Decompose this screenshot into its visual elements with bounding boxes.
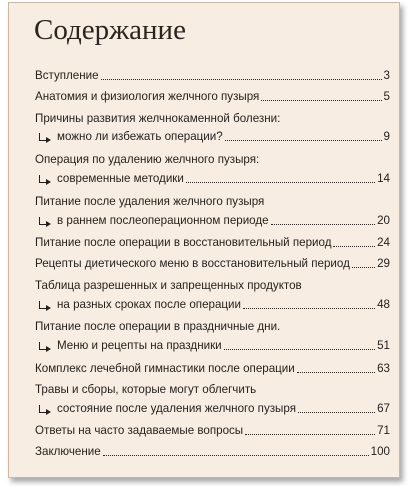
toc-entry-title: Анатомия и физиология желчного пузыря	[35, 90, 260, 103]
dot-leader	[186, 182, 375, 183]
toc-entry-title: в раннем послеоперационном периоде	[57, 214, 269, 227]
toc-entry	[35, 277, 390, 293]
toc-page-number: 3	[383, 69, 390, 82]
toc-page-number: 29	[377, 257, 390, 270]
toc-entry	[35, 67, 390, 83]
dot-leader	[352, 267, 375, 268]
toc-page-number: 14	[377, 172, 390, 185]
dot-leader	[298, 412, 375, 413]
dot-leader	[103, 455, 369, 456]
document-page	[8, 2, 400, 478]
corner-arrow-icon	[39, 301, 51, 310]
toc-page-number: 5	[383, 90, 390, 103]
toc-entry-title: Причины развития желчнокаменной болезни:	[35, 112, 281, 125]
toc-entry-title: Таблица разрешенных и запрещенных продуктов	[35, 279, 302, 292]
toc-entry	[35, 193, 390, 209]
dot-leader	[333, 246, 375, 247]
dot-leader	[297, 372, 375, 373]
toc-entry	[35, 110, 390, 126]
toc-subentry	[35, 212, 390, 228]
toc-entry-title: Ответы на часто задаваемые вопросы	[35, 424, 244, 437]
toc-subentry	[35, 400, 390, 416]
toc-page-number: 67	[377, 402, 390, 415]
dot-leader	[261, 100, 381, 101]
toc-entry	[35, 255, 390, 271]
toc-entry	[35, 422, 390, 438]
toc-entry	[35, 234, 390, 250]
toc-page-number: 9	[383, 130, 390, 143]
toc-entry-title: Питание после удаления желчного пузыря	[35, 195, 265, 208]
toc-entry-title: современные методики	[57, 172, 184, 185]
toc-entry-title: Заключение	[35, 445, 101, 458]
toc-entry-title: Комплекс лечебной гимнастики после операции	[35, 362, 295, 375]
corner-arrow-icon	[39, 217, 51, 226]
toc-entry	[35, 151, 390, 167]
toc-entry-title: Рецепты диетического меню в восстановительный период	[35, 257, 350, 270]
toc-entry-title: на разных сроках после операции	[57, 298, 242, 311]
dot-leader	[101, 79, 382, 80]
corner-arrow-icon	[39, 342, 51, 351]
toc-entry	[35, 318, 390, 334]
toc-entry-title: Травы и сборы, которые могут облегчить	[35, 383, 257, 396]
toc-entry-title: состояние после удаления желчного пузыря	[57, 402, 296, 415]
toc-page-number: 24	[377, 236, 390, 249]
toc-entry	[35, 381, 390, 397]
toc-subentry	[35, 296, 390, 312]
dot-leader	[224, 349, 375, 350]
corner-arrow-icon	[39, 133, 51, 142]
toc-page-number: 71	[377, 424, 390, 437]
toc-page-number: 51	[377, 339, 390, 352]
toc-entry-title: Питание после операции в праздничные дни.	[35, 320, 281, 333]
toc-entry-title: Питание после операции в восстановительный период	[35, 236, 332, 249]
toc-subentry	[35, 170, 390, 186]
dot-leader	[271, 224, 376, 225]
dot-leader	[243, 308, 375, 309]
toc-entry-title: Меню и рецепты на праздники	[57, 339, 222, 352]
toc-entry-title: Операция по удалению желчного пузыря:	[35, 153, 260, 166]
page-title: Содержание	[34, 14, 186, 46]
toc-entry-title: можно ли избежать операции?	[57, 130, 223, 143]
toc-entry	[35, 88, 390, 104]
toc-page-number: 48	[377, 298, 390, 311]
toc-entry	[35, 443, 390, 459]
dot-leader	[245, 434, 375, 435]
toc-entry-title: Вступление	[35, 69, 99, 82]
toc-entry	[35, 360, 390, 376]
toc-subentry	[35, 128, 390, 144]
corner-arrow-icon	[39, 405, 51, 414]
toc-page-number: 100	[370, 445, 390, 458]
corner-arrow-icon	[39, 175, 51, 184]
toc-subentry	[35, 337, 390, 353]
toc-page-number: 63	[377, 362, 390, 375]
toc-page-number: 20	[377, 214, 390, 227]
dot-leader	[225, 140, 382, 141]
